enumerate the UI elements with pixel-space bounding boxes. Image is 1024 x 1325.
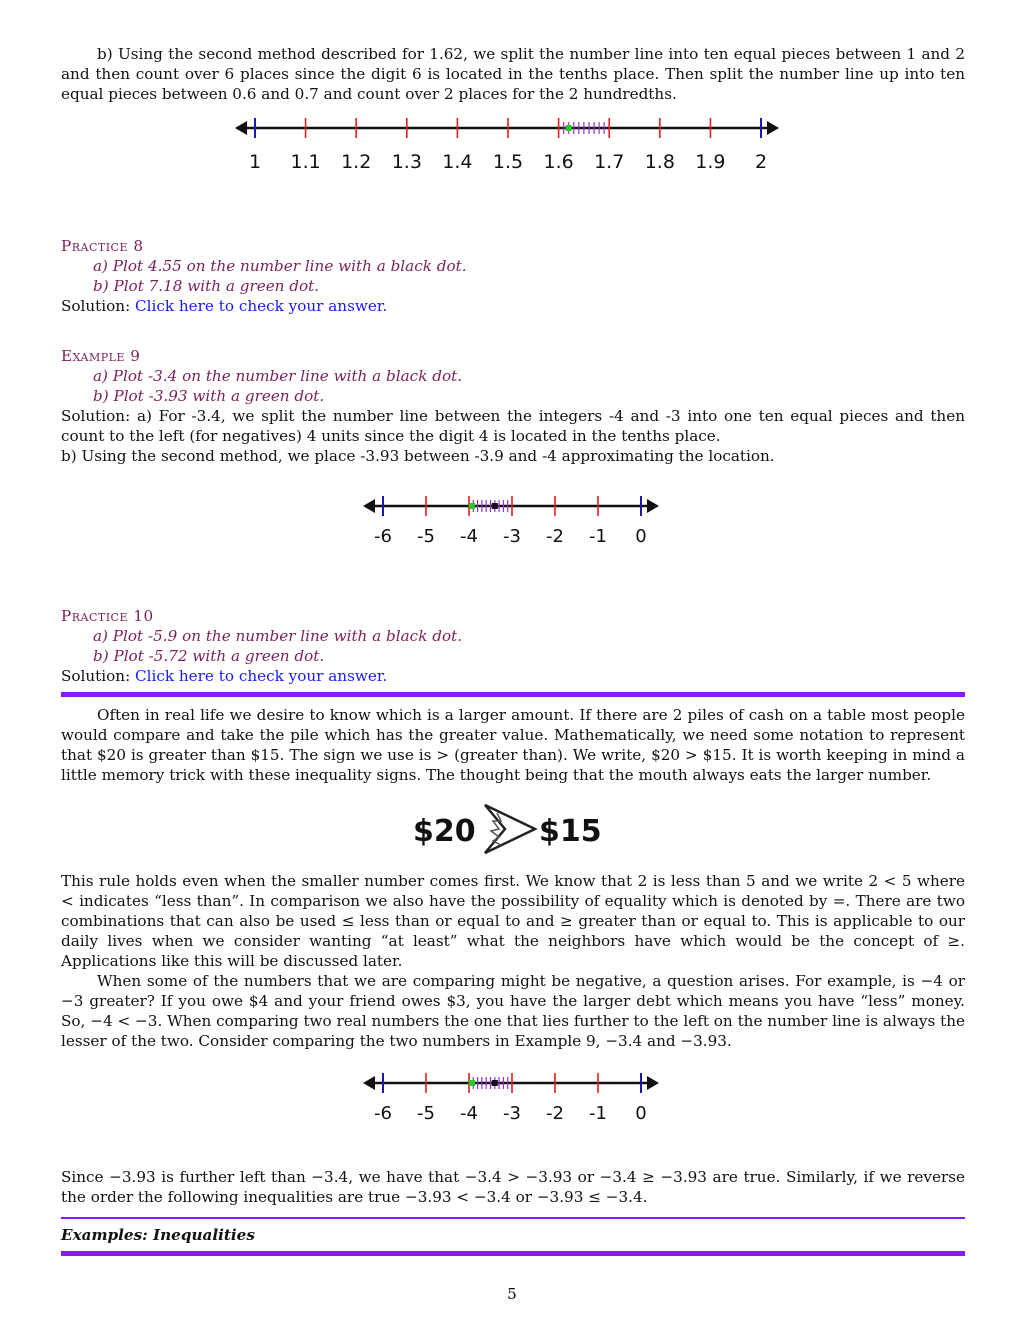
tick-label: 1.8 (644, 151, 675, 173)
practice10-check-link[interactable]: Click here to check your answer. (135, 667, 388, 685)
black-dot (492, 503, 498, 509)
tick-label: -3 (503, 1103, 521, 1124)
tick-label: -6 (374, 1103, 392, 1124)
mouth-greater-than-figure (413, 799, 613, 859)
solution-label: Solution: (61, 297, 131, 315)
solution-label: Solution: (61, 667, 131, 685)
tick-label: -1 (589, 526, 607, 547)
tick-label: 1.2 (341, 151, 372, 173)
tick-label: -2 (546, 1103, 564, 1124)
example9-b: b) Plot -3.93 with a green dot. (93, 387, 325, 405)
practice10-b: b) Plot -5.72 with a green dot. (93, 647, 325, 665)
practice8-solution (61, 296, 965, 316)
number-line-neg6-to-0-repeat (343, 1069, 683, 1129)
para-less-than: This rule holds even when the smaller number comes first. We know that 2 is less than 5 and we write 2 < 5 where < indicates “less than”. In comparison we also have the possibility of equality which is denoted by =. There are two combinations that can also be used ≤ less than or equal to and ≥ greater than or equal to. This is applicable to our daily lives when we consider wanting “at least” what the neighbors have which would be the concept of ≥. Applications like this will be discussed later. (61, 872, 965, 970)
practice8-heading: Practice 8 (61, 237, 144, 255)
examples-heading: Examples: Inequalities (61, 1226, 255, 1244)
tick-label: -2 (546, 526, 564, 547)
section-divider (61, 692, 965, 697)
left-arrow-icon (235, 121, 247, 135)
para-inequality-intro: Often in real life we desire to know which is a larger amount. If there are 2 piles of cash on a table most people would compare and take the pile which has the greater value. Mathematically, we need some notation to represent that $20 is greater than $15. The sign we use is > (greater than). We write, $20 > $15. It is worth keeping in mind a little memory trick with these inequality signs. The thought being that the mouth always eats the larger number. (61, 706, 965, 784)
practice8-check-link[interactable]: Click here to check your answer. (135, 297, 388, 315)
tick-label: 1.5 (492, 151, 524, 173)
tick-label: 1.6 (543, 151, 574, 173)
tick-label: 1.1 (290, 151, 321, 173)
mouth-left-value: $20 (413, 814, 476, 849)
tick-label: -5 (417, 1103, 435, 1124)
tick-label: 1.4 (442, 151, 473, 173)
tick-label: 1.9 (695, 151, 726, 173)
tick-label: 0 (635, 526, 647, 547)
tick-label: 1 (248, 151, 262, 173)
number-line-1-to-2 (233, 114, 793, 184)
practice10-heading: Practice 10 (61, 607, 154, 625)
green-dot (469, 503, 475, 509)
example9-a: a) Plot -3.4 on the number line with a black dot. (93, 367, 463, 385)
tick-label: -4 (460, 526, 478, 547)
example9-heading: Example 9 (61, 347, 141, 365)
page-body (61, 44, 965, 1264)
para-since: Since −3.93 is further left than −3.4, we have that −3.4 > −3.93 or −3.4 ≥ −3.93 are true. Similarly, if we reverse the order the following inequalities are true −3.93 < −3.4 or −3.93 ≤ −3.4. (61, 1168, 965, 1206)
green-dot (566, 125, 572, 131)
mouth-right-value: $15 (539, 814, 602, 849)
tick-label: 1.7 (594, 151, 625, 173)
tick-label: 0 (635, 1103, 647, 1124)
examples-bottom-rule (61, 1251, 965, 1256)
para-negative: When some of the numbers that we are comparing might be negative, a question arises. For example, is −4 or −3 greater? If you owe $4 and your friend owes $3, you have the larger debt which means you have “less” money. So, −4 < −3. When comparing two real numbers the one that lies further to the left on the number line is always the lesser of the two. Consider comparing the two numbers in Example 9, −3.4 and −3.93. (61, 972, 965, 1050)
practice10-solution (61, 666, 965, 686)
right-arrow-icon (767, 121, 779, 135)
example9-solution-a: Solution: a) For -3.4, we split the number line between the integers -4 and -3 into one ten equal pieces and then count to the left (for negatives) 4 units since the digit 4 is located in the tenths place. (61, 407, 965, 445)
tick-label: -1 (589, 1103, 607, 1124)
right-arrow-icon (647, 1076, 659, 1090)
number-line-neg6-to-0 (343, 492, 683, 552)
tick-label: -3 (503, 526, 521, 547)
black-dot (492, 1080, 498, 1086)
tick-label: 2 (754, 151, 768, 173)
tick-label: -5 (417, 526, 435, 547)
page-number: 5 (507, 1285, 517, 1303)
practice8-b: b) Plot 7.18 with a green dot. (93, 277, 320, 295)
tick-label: -4 (460, 1103, 478, 1124)
practice8-a: a) Plot 4.55 on the number line with a black dot. (93, 257, 467, 275)
tick-label: -6 (374, 526, 392, 547)
example9-solution-b: b) Using the second method, we place -3.93 between -3.9 and -4 approximating the location. (61, 447, 775, 465)
left-arrow-icon (363, 1076, 375, 1090)
practice10-a: a) Plot -5.9 on the number line with a black dot. (93, 627, 463, 645)
para-b-method: b) Using the second method described for 1.62, we split the number line into ten equal pieces between 1 and 2 and then count over 6 places since the digit 6 is located in the tenths place. Then split the number line up into ten equal pieces between 0.6 and 0.7 and count over 2 places for the 2 hundredths. (61, 45, 965, 103)
green-dot (469, 1080, 475, 1086)
tick-label: 1.3 (391, 151, 422, 173)
mouth-icon (485, 805, 535, 853)
right-arrow-icon (647, 499, 659, 513)
examples-top-rule (61, 1217, 965, 1219)
left-arrow-icon (363, 499, 375, 513)
